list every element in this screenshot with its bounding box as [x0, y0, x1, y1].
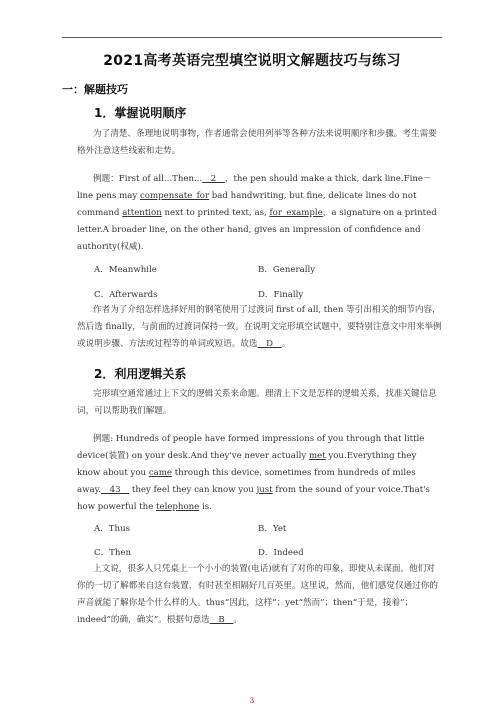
analysis-text: 上文说，很多人只凭桌上一个小小的装置(电话)就有了对你的印象，即使从未谋面。他们对你的一切了解都来自这台装置，有时甚至相隔好几百英里。这里说，然而，他们感觉仅通过你的声音就能了解你是个什么样的人。thus“因此，这样”；yet“然而”；then“于是，接着”；indeed“的确，确实”。根据句意选: [77, 564, 438, 625]
analysis-text: 。: [281, 339, 291, 349]
example-text: next to printed text, as,: [161, 208, 270, 218]
example-text: 例题：First of all...Then...: [93, 174, 203, 184]
intro-paragraph-1: [77, 126, 442, 160]
example-text: you.Everything they know about you: [77, 451, 417, 478]
option-b: B．Generally: [258, 265, 316, 275]
example-text: through this device, sometimes from hundreds of miles away.: [77, 468, 416, 495]
section-heading: 一：解题技巧: [62, 83, 128, 96]
example-text: they feel they can know you: [129, 485, 257, 495]
option-d: D．Finally: [258, 290, 304, 300]
blank-2: __2__: [202, 174, 225, 184]
option-b: B．Yet: [258, 524, 287, 534]
example-text: from the sound of your voice.That's how powerful the: [77, 485, 430, 512]
subsection-heading-2: 2．利用逻辑关系: [94, 367, 187, 381]
underlined-word: attention: [122, 208, 162, 218]
example-paragraph-2: [77, 431, 442, 516]
document-title: 2021高考英语完型填空说明文解题技巧与练习: [103, 53, 401, 69]
underlined-word: telephone: [156, 502, 200, 512]
analysis-paragraph-2: [77, 561, 442, 629]
header-rule: [62, 37, 442, 38]
intro-paragraph-2: [77, 386, 442, 420]
underlined-word: came: [148, 468, 172, 478]
example-text: bad handwriting, but fine, delicate lines do not command: [77, 191, 417, 218]
example-text: ，the pen should make a thick, dark line.Fine－line pens may: [77, 174, 432, 201]
underlined-word: met: [308, 451, 326, 461]
page-number: 3: [249, 697, 255, 705]
intro-text: 完形填空通常通过上下文的逻辑关系来命题。理清上下文是怎样的逻辑关系，找准关键信息词，可以帮助我们解题。: [77, 389, 437, 416]
underlined-word: compensate_for: [139, 191, 210, 201]
analysis-paragraph-1: [77, 302, 442, 353]
intro-text: 为了清楚、条理地说明事物，作者通常会使用列举等各种方法来说明顺序和步骤。考生需要格外注意这些线索和走势。: [77, 129, 437, 156]
option-c: C．Afterwards: [94, 290, 158, 300]
underlined-word: just: [256, 485, 273, 495]
analysis-text: 作者为了介绍怎样选择好用的钢笔使用了过渡词 first of all, then 等引出相关的细节内容，然后选 finally，与前面的过渡词保持一致。在说明文完形填空试题中，要特别注意文中用来举例或说明步骤、方法或过程等的单词或短语。故选: [77, 305, 442, 349]
blank-43: __43__: [101, 485, 130, 495]
answer-blank: __D__: [257, 339, 282, 349]
example-text: ，a signature on a printed letter.A broader line, on the other hand, gives an impression of confidence and authority(权威).: [77, 208, 437, 252]
option-d: D．Indeed: [258, 548, 304, 558]
option-a: A．Thus: [94, 524, 131, 534]
analysis-text: 。: [233, 615, 242, 625]
example-paragraph-1: [77, 171, 442, 256]
subsection-heading-1: 1．掌握说明顺序: [94, 106, 187, 120]
underlined-word: for_example: [269, 208, 323, 218]
answer-blank: __B__: [209, 615, 234, 625]
option-c: C．Then: [94, 548, 132, 558]
example-text: is.: [199, 502, 212, 512]
option-a: A．Meanwhile: [94, 265, 157, 275]
example-text: 例题: Hundreds of people have formed impressions of you through that little device(装置) on your desk.And they've never actually: [77, 434, 425, 461]
